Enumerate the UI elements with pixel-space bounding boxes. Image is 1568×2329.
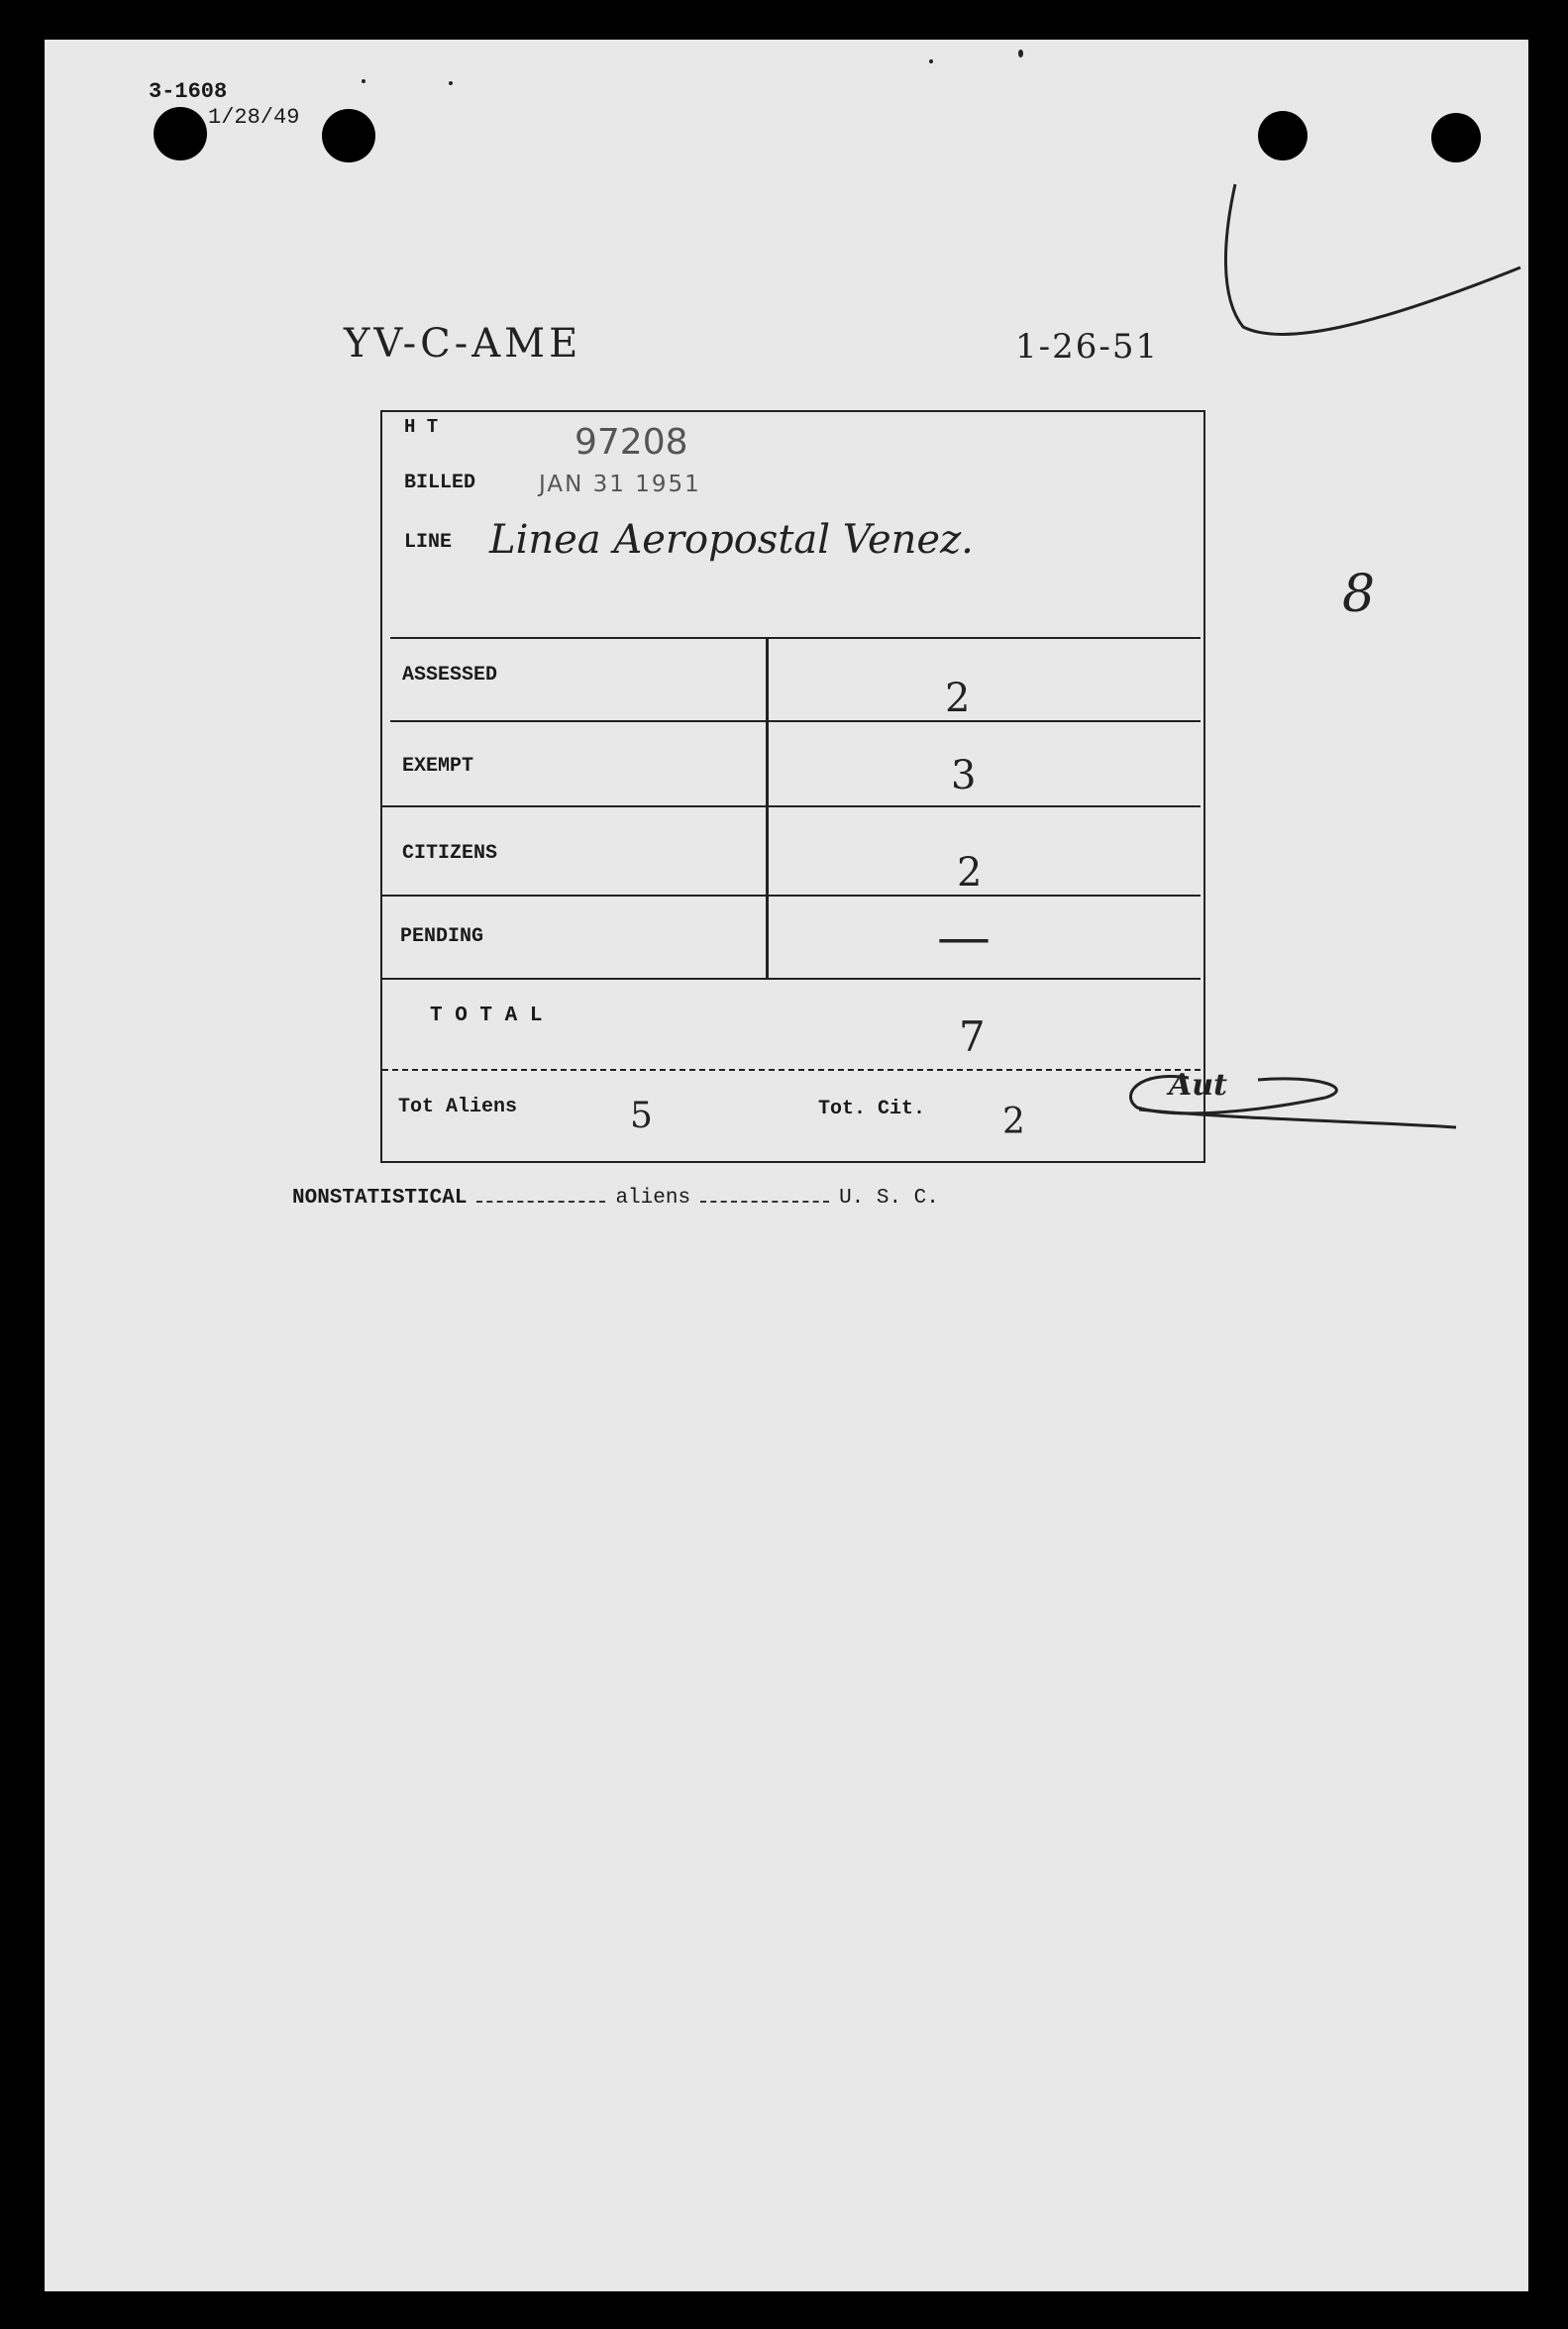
row-label-exempt: EXEMPT: [402, 755, 474, 778]
row-label-citizens: CITIZENS: [402, 842, 498, 865]
rule: [390, 720, 1201, 722]
check-mark: [1223, 178, 1530, 347]
rule: [382, 1069, 1201, 1071]
total-label: T O T A L: [430, 1005, 543, 1027]
nonstatistical-usc-blank: [700, 1201, 829, 1203]
column-divider: [766, 637, 769, 978]
billed-stamp: JAN 31 1951: [539, 472, 701, 497]
usc-label: U. S. C.: [839, 1187, 939, 1210]
form-revision: 1/28/49: [208, 105, 300, 130]
rule: [382, 805, 1201, 807]
tot-cit-label: Tot. Cit.: [818, 1098, 926, 1120]
initials-underline: [1119, 1050, 1466, 1159]
document-sheet: [45, 40, 1528, 2291]
row-label-assessed: ASSESSED: [402, 664, 498, 687]
tot-aliens-value: 5: [630, 1096, 653, 1136]
line-label: LINE: [404, 531, 453, 554]
row-value-assessed: 2: [945, 676, 971, 721]
aliens-label: aliens: [615, 1187, 691, 1210]
row-value-pending: —: [937, 905, 991, 968]
row-label-pending: PENDING: [400, 925, 484, 948]
billed-label: BILLED: [404, 472, 476, 494]
manifest-form: [380, 410, 1205, 1163]
punch-hole: [322, 109, 375, 162]
line-value: Linea Aeropostal Venez.: [489, 517, 974, 563]
row-value-exempt: 3: [951, 753, 977, 798]
rule: [382, 978, 1201, 980]
tot-aliens-label: Tot Aliens: [398, 1096, 518, 1118]
row-value-citizens: 2: [957, 850, 983, 896]
inspector-initials: Aut: [1169, 1068, 1227, 1103]
total-value: 7: [959, 1012, 986, 1061]
tot-cit-value: 2: [1002, 1102, 1025, 1142]
margin-note: 8: [1342, 565, 1376, 624]
punch-hole: [1258, 111, 1307, 160]
rule: [390, 637, 1201, 639]
nonstatistical-line: [292, 1187, 939, 1210]
arrival-date: 1-26-51: [1015, 327, 1160, 367]
punch-hole: [154, 107, 207, 160]
rule: [382, 895, 1201, 897]
punch-hole: [1431, 113, 1481, 162]
nonstatistical-aliens-blank: [476, 1201, 605, 1203]
ht-label: H T: [404, 416, 439, 438]
nonstatistical-label: NONSTATISTICAL: [292, 1187, 468, 1210]
flight-mark: YV-C-AME: [344, 321, 582, 367]
form-number: 3-1608: [149, 79, 228, 104]
ht-number: 97208: [575, 422, 688, 463]
